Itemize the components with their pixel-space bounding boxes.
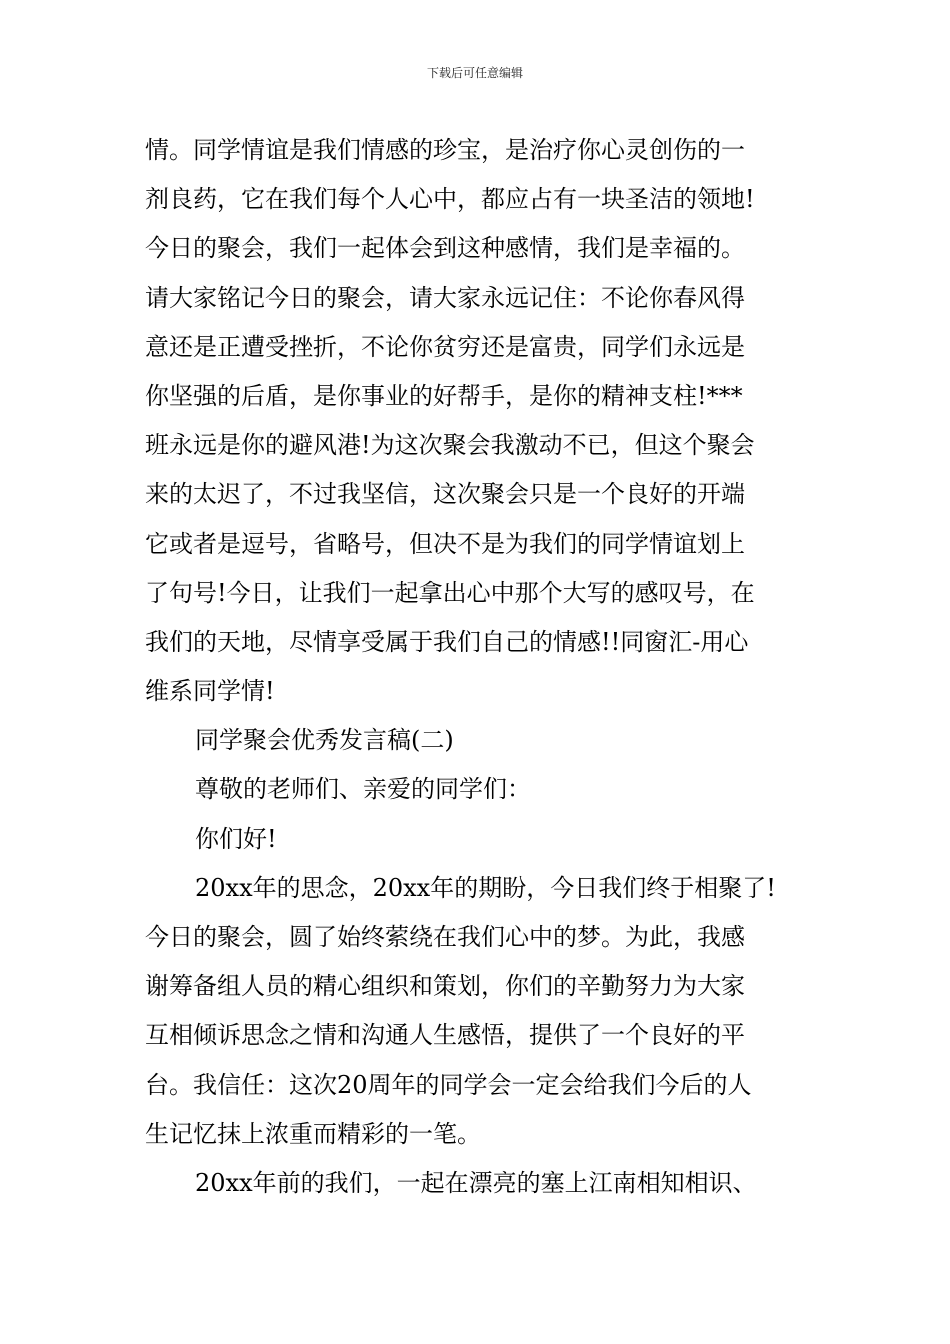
text-line: 20xx年的思念，20xx年的期盼，今日我们终于相聚了! (195, 873, 776, 902)
text-line: 台。我信任：这次20周年的同学会一定会给我们今后的人 (145, 1070, 752, 1099)
document-body (145, 126, 815, 1208)
text-line: 了句号!今日，让我们一起拿出心中那个大写的感叹号，在 (145, 578, 755, 607)
section-title: 同学聚会优秀发言稿(二) (195, 726, 454, 755)
text-line: 班永远是你的避风港!为这次聚会我激动不已，但这个聚会 (145, 431, 755, 460)
text-line: 它或者是逗号，省略号，但决不是为我们的同学情谊划上 (145, 529, 745, 558)
text-line: 剂良药，它在我们每个人心中，都应占有一块圣洁的领地! (145, 185, 755, 214)
text-line: 请大家铭记今日的聚会，请大家永远记住：不论你春风得 (145, 283, 745, 312)
text-line: 互相倾诉思念之情和沟通人生感悟，提供了一个良好的平 (145, 1021, 745, 1050)
text-line: 谢筹备组人员的精心组织和策划，你们的辛勤努力为大家 (145, 972, 745, 1001)
text-line: 你坚强的后盾，是你事业的好帮手，是你的精神支柱!*** (145, 381, 743, 410)
text-line: 维系同学情! (145, 677, 275, 706)
text-line: 20xx年前的我们，一起在漂亮的塞上江南相知相识、 (195, 1168, 757, 1197)
greeting: 你们好! (195, 824, 277, 853)
text-line: 今日的聚会，我们一起体会到这种感情，我们是幸福的。 (145, 234, 745, 263)
text-line: 来的太迟了，不过我坚信，这次聚会只是一个良好的开端 (145, 480, 745, 509)
salutation: 尊敬的老师们、亲爱的同学们： (195, 775, 531, 804)
page-header: 下载后可任意编辑 (426, 66, 523, 80)
text-line: 意还是正遭受挫折，不论你贫穷还是富贵，同学们永远是 (145, 332, 745, 361)
text-line: 今日的聚会，圆了始终萦绕在我们心中的梦。为此，我感 (145, 923, 745, 951)
text-line: 情。同学情谊是我们情感的珍宝，是治疗你心灵创伤的一 (145, 136, 745, 164)
text-line: 我们的天地，尽情享受属于我们自己的情感!!同窗汇-用心 (145, 627, 749, 656)
text-line: 生记忆抹上浓重而精彩的一笔。 (145, 1119, 481, 1148)
